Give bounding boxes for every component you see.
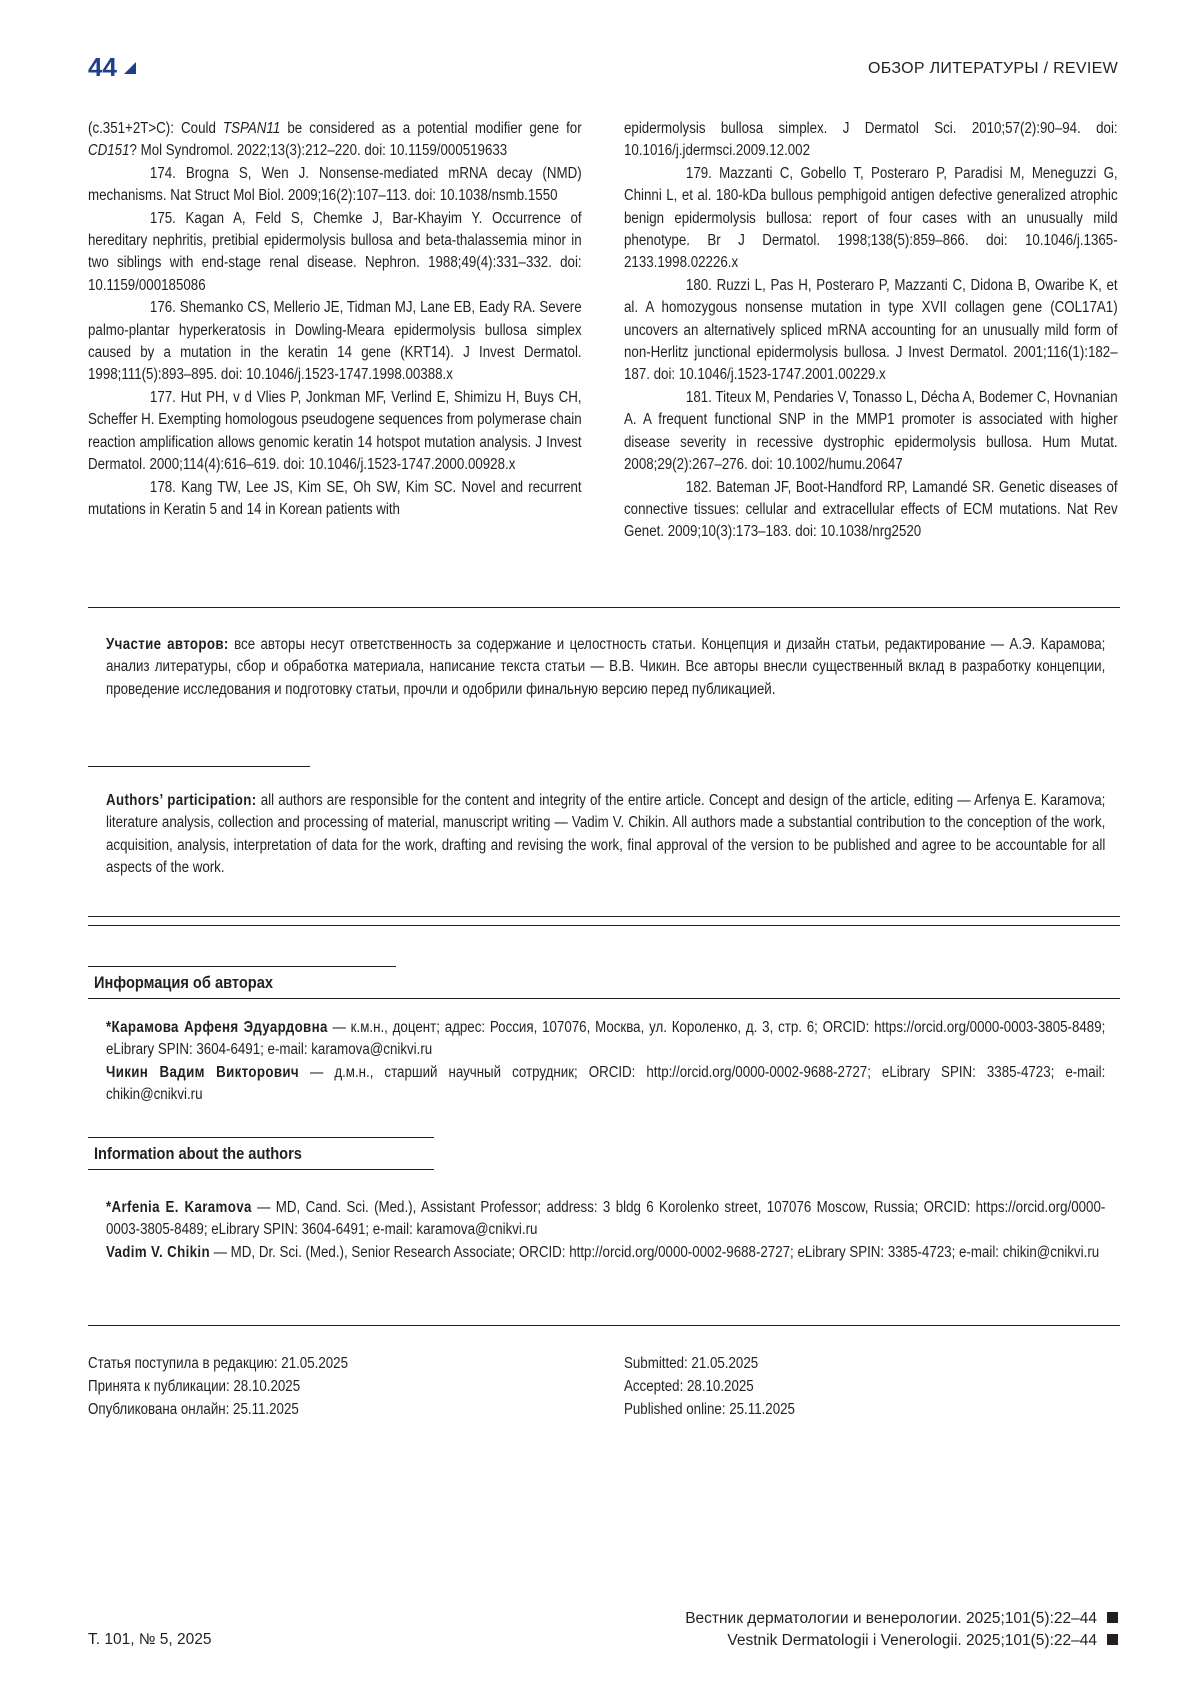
references-left-column	[88, 118, 582, 521]
dates-en	[624, 1352, 823, 1421]
footer-journal-ru: Вестник дерматологии и венерологии. 2025;101(5):22–44	[685, 1610, 1097, 1627]
authors-info-ru-heading: Информация об авторах	[88, 966, 396, 999]
divider	[88, 925, 1120, 926]
author-1-ru: *Карамова Арфеня Эдуардовна — к.м.н., доцент; адрес: Россия, 107076, Москва, ул. Короленко, д. 3, стр. 6; ORCID: https://orcid.org/0000-0003-3805-8489; eLibrary SPIN: 3604-6491; e-mail: karamova@cnikvi.ru	[106, 1019, 1106, 1059]
accepted-en: Accepted: 28.10.2025	[624, 1378, 754, 1395]
divider	[88, 607, 1120, 608]
author-1-en: *Arfenia E. Karamova — MD, Cand. Sci. (Med.), Assistant Professor; address: 3 bldg 6 Korolenko street, 107076 Moscow, Russia; ORCID: https://orcid.org/0000-0003-3805-8489; eLibrary SPIN: 3604-6491; e-mail: karamova@cnikvi.ru	[106, 1199, 1106, 1239]
reference-177: 177. Hut PH, v d Vlies P, Jonkman MF, Verlind E, Shimizu H, Buys CH, Scheffer H. Exempting homologous pseudogene sequences from polymerase chain reaction amplification allows genomic keratin 14 hotspot mutation analysis. J Invest Dermatol. 2000;114(4):616–619. doi: 10.1046/j.1523-1747.2000.00928.x	[88, 388, 582, 474]
participation-ru-label: Участие авторов:	[106, 636, 229, 653]
reference-181: 181. Titeux M, Pendaries V, Tonasso L, Décha A, Bodemer C, Hovnanian A. A frequent functional SNP in the MMP1 promoter is associated with higher disease severity in recessive dystrophic epidermolysis bullosa. Hum Mutat. 2008;29(2):267–276. doi: 10.1002/humu.20647	[624, 388, 1118, 474]
authors-info-en	[106, 1197, 1106, 1264]
reference-continuation: (c.351+2T>C): Could TSPAN11 be considered as a potential modifier gene for CD151? Mol Syndromol. 2022;13(3):212–220. doi: 10.1159/000519633	[88, 120, 582, 160]
footer-volume: Т. 101, № 5, 2025	[88, 1631, 212, 1648]
authors-participation-en	[106, 790, 1106, 880]
divider	[88, 1325, 1120, 1326]
square-bullet-icon	[1107, 1634, 1118, 1645]
authors-info-en-heading: Information about the authors	[88, 1137, 434, 1170]
page-number: 44	[88, 52, 117, 82]
submitted-ru: Статья поступила в редакцию: 21.05.2025	[88, 1355, 349, 1372]
published-ru: Опубликована онлайн: 25.11.2025	[88, 1401, 299, 1418]
reference-176: 176. Shemanko CS, Mellerio JE, Tidman MJ, Lane EB, Eady RA. Severe palmo-plantar hyperkeratosis in Dowling-Meara epidermolysis bullosa simplex caused by a mutation in the keratin 14 gene (KRT14). J Invest Dermatol. 1998;111(5):893–895. doi: 10.1046/j.1523-1747.1998.00388.x	[88, 299, 582, 384]
footer-journal	[685, 1608, 1118, 1652]
square-bullet-icon	[1107, 1612, 1118, 1623]
participation-en-label: Authors’ participation:	[106, 792, 257, 809]
submitted-en: Submitted: 21.05.2025	[624, 1355, 759, 1372]
reference-175: 175. Kagan A, Feld S, Chemke J, Bar-Khayim Y. Occurrence of hereditary nephritis, pretibial epidermolysis bullosa and beta-thalassemia minor in two siblings with end-stage renal disease. Nephron. 1988;49(4):331–332. doi: 10.1159/000185086	[88, 209, 582, 294]
reference-179: 179. Mazzanti C, Gobello T, Posteraro P, Paradisi M, Meneguzzi G, Chinni L, et al. 180-kDa bullous pemphigoid antigen defective generalized atrophic benign epidermolysis bullosa: report of four cases with an unusually mild phenotype. Br J Dermatol. 1998;138(5):859–866. doi: 10.1046/j.1365-2133.1998.02226.x	[624, 164, 1118, 272]
divider	[88, 916, 1120, 917]
reference-182: 182. Bateman JF, Boot-Handford RP, Lamandé SR. Genetic diseases of connective tissues: cellular and extracellular effects of ECM mutations. Nat Rev Genet. 2009;10(3):173–183. doi: 10.1038/nrg2520	[624, 478, 1118, 541]
page-corner-marker	[124, 62, 136, 74]
reference-178-continuation: epidermolysis bullosa simplex. J Dermatol Sci. 2010;57(2):90–94. doi: 10.1016/j.jdermsci.2009.12.002	[624, 120, 1118, 160]
references-right-column	[624, 118, 1118, 544]
participation-ru-text: все авторы несут ответственность за содержание и целостность статьи. Концепция и дизайн статьи, редактирование — А.Э. Карамова; анализ литературы, сбор и обработка материала, написание текста статьи — В.В. Чикин. Все авторы внесли существенный вклад в разработку концепции, проведение исследования и подготовку статьи, прочли и одобрили финальную версию перед публикацией.	[106, 636, 1106, 698]
participation-en-text: all authors are responsible for the content and integrity of the entire article. Concept and design of the article, editing — Arfenya E. Karamova; literature analysis, collection and processing of material, manuscript writing — Vadim V. Chikin. All authors made a substantial contribution to the conception of the work, acquisition, analysis, interpretation of data for the work, drafting and revising the work, final approval of the version to be published and agree to be accountable for all aspects of the work.	[106, 792, 1106, 877]
section-header: ОБЗОР ЛИТЕРАТУРЫ / REVIEW	[867, 60, 1118, 77]
accepted-ru: Принята к публикации: 28.10.2025	[88, 1378, 301, 1395]
author-2-ru: Чикин Вадим Викторович — д.м.н., старший научный сотрудник; ORCID: http://orcid.org/0000-0002-9688-2727; eLibrary SPIN: 3385-4723; e-mail: chikin@cnikvi.ru	[106, 1063, 1106, 1104]
short-divider	[88, 766, 310, 767]
reference-174: 174. Brogna S, Wen J. Nonsense-mediated mRNA decay (NMD) mechanisms. Nat Struct Mol Biol. 2009;16(2):107–113. doi: 10.1038/nsmb.1550	[88, 164, 582, 205]
dates-ru	[88, 1352, 390, 1421]
reference-178: 178. Kang TW, Lee JS, Kim SE, Oh SW, Kim SC. Novel and recurrent mutations in Keratin 5 and 14 in Korean patients with	[88, 478, 582, 518]
author-2-en: Vadim V. Chikin — MD, Dr. Sci. (Med.), Senior Research Associate; ORCID: http://orcid.org/0000-0002-9688-2727; eLibrary SPIN: 3385-4723; e-mail: chikin@cnikvi.ru	[106, 1243, 1100, 1261]
footer-journal-en: Vestnik Dermatologii i Venerologii. 2025;101(5):22–44	[727, 1632, 1097, 1649]
reference-180: 180. Ruzzi L, Pas H, Posteraro P, Mazzanti C, Didona B, Owaribe K, et al. A homozygous nonsense mutation in type XVII collagen gene (COL17A1) uncovers an alternatively spliced mRNA accounting for an unusually mild form of non-Herlitz junctional epidermolysis bullosa. J Invest Dermatol. 2001;116(1):182–187. doi: 10.1046/j.1523-1747.2001.00229.x	[624, 276, 1118, 384]
heading-rule	[348, 998, 1120, 999]
published-en: Published online: 25.11.2025	[624, 1401, 795, 1418]
authors-info-ru	[106, 1017, 1106, 1107]
authors-participation-ru	[106, 634, 1106, 701]
